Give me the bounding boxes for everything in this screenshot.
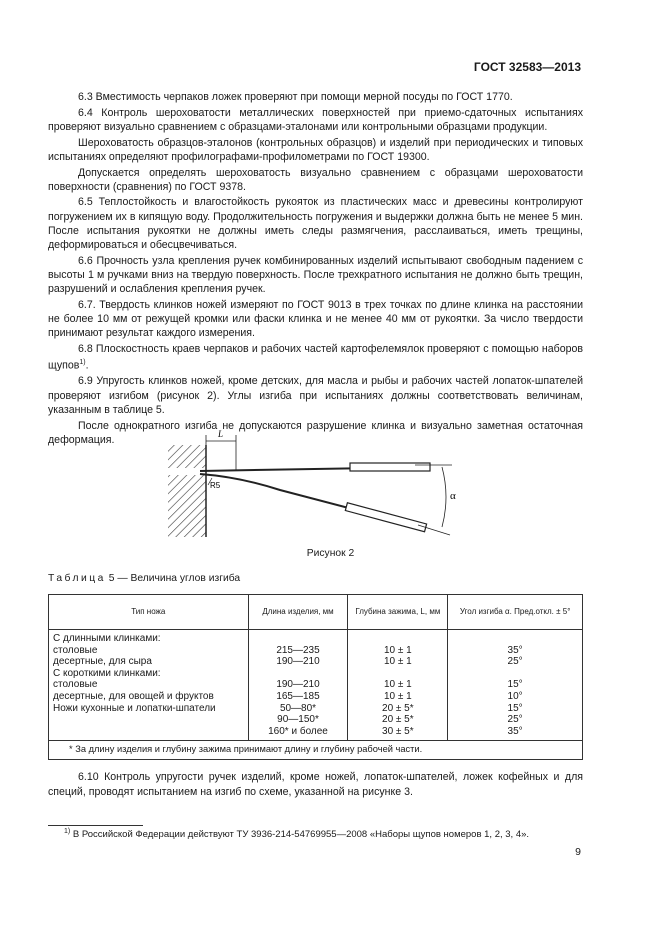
clamp-lower-jaw [168, 475, 206, 537]
paragraph-6-10: 6.10 Контроль упругости ручек изделий, кроме ножей, лопаток-шпателей, ложек кофейных и для специй, проводят испытанием на изгиб по схеме, указанной на рисунке 3. [48, 771, 583, 798]
table-row [49, 630, 583, 741]
paragraph-roughness-samples: Шероховатость образцов-эталонов (контрольных образцов) и изделий при периодических и типовых испытаниях определяют профилографами-профилометрами по ГОСТ 19300. [48, 136, 583, 163]
paragraph-6-8 [48, 342, 583, 373]
paragraph-6-8-tail: . [85, 359, 89, 372]
figure-2-diagram [160, 425, 490, 545]
paragraph-roughness-visual: Допускается определять шероховатость визуально сравнением с образцами шероховатости поверхности (сравнения) по ГОСТ 9378. [48, 166, 583, 193]
cell-clamp-depths: 10 ± 1 10 ± 1 10 ± 1 10 ± 1 20 ± 5* 20 ± 5* 30 ± 5* [348, 630, 448, 741]
footnote [64, 828, 529, 840]
bend-angle-table [48, 594, 583, 760]
paragraph-6-4: 6.4 Контроль шероховатости металлических поверхностей при приемо-сдаточных испытаниях проверяют визуально сравнением с образцами-эталонами или контрольными образцами продукции. [48, 106, 583, 133]
cell-knife-types: С длинными клинками: столовые десертные, для сыра С короткими клинками: столовые десертные, для овощей и фруктов Ножи кухонные и лопатки-шпатели [49, 630, 249, 741]
paragraph-after-bend: После однократного изгиба не допускаются разрушение клинка и визуально заметная остаточная деформация. [48, 419, 583, 446]
body-text [48, 90, 583, 448]
handle-straight [350, 463, 430, 471]
figure-caption: Рисунок 2 [306, 548, 355, 559]
header-clamp-depth: Глубина зажима, L, мм [348, 595, 448, 630]
cell-lengths: 215—235 190—210 190—210 165—185 50—80* 90—150* 160* и более [248, 630, 348, 741]
paragraph-6-5: 6.5 Теплостойкость и влагостойкость рукояток из пластических масс и древесины контролируют погружением их в кипящую воду. Продолжительность погружения и выдержки должна быть не менее 5 мин. После испытания рукоятки не должны иметь следы размягчения, расслаиваться, иметь трещины, деформироваться и обесцвечиваться. [48, 196, 583, 252]
bend-test-drawing [160, 425, 490, 545]
table-title-prefix: Таблица [48, 573, 106, 584]
cell-angles: 35° 25° 15° 10° 15° 25° 35° [448, 630, 583, 741]
document-header: ГОСТ 32583—2013 [473, 60, 581, 74]
table-note: * За длину изделия и глубину зажима принимают длину и глубину рабочей части. [49, 741, 583, 760]
header-length: Длина изделия, мм [248, 595, 348, 630]
table-note-row [49, 741, 583, 760]
clamp-upper-jaw [168, 445, 206, 468]
header-bend-angle: Угол изгиба α. Пред.откл. ± 5° [448, 595, 583, 630]
table-title [48, 573, 240, 584]
table-header-row [49, 595, 583, 630]
label-r5: R5 [210, 481, 221, 490]
table-title-rest: 5 — Величина углов изгиба [105, 573, 241, 584]
paragraph-6-6: 6.6 Прочность узла крепления ручек комбинированных изделий испытывают свободным падением с высоты 1 м ручками вниз на твердую поверхность. После трехкратного испытания не должно быть трещин, разрушений и ослабления крепления ручек. [48, 254, 583, 296]
footnote-reference: 1) [79, 359, 86, 367]
page-number: 9 [575, 846, 581, 858]
footnote-mark: 1) [64, 828, 71, 835]
label-l: L [218, 429, 224, 439]
label-alpha: α [450, 490, 456, 502]
footnote-divider [48, 825, 143, 826]
header-knife-type: Тип ножа [49, 595, 249, 630]
paragraph-6-8-text: 6.8 Плоскостность краев черпаков и рабочих частей картофелемялок проверяют с помощью наборов щупов [48, 342, 583, 372]
handle-bent [345, 503, 426, 532]
footnote-text: В Российской Федерации действуют ТУ 3936-214-54769955—2008 «Наборы щупов номеров 1, 2, 3, 4». [72, 829, 530, 841]
paragraph-6-7: 6.7. Твердость клинков ножей измеряют по ГОСТ 9013 в трех точках по длине клинка на расстоянии не более 10 мм от режущей кромки или фаски клинка и не менее 40 мм от рукоятки. За число твердости принимают результат каждого измерения. [48, 298, 583, 340]
paragraph-6-10-block [48, 770, 583, 799]
paragraph-6-9: 6.9 Упругость клинков ножей, кроме детских, для масла и рыбы и рабочих частей лопаток-шпателей проверяют изгибом (рисунок 2). Углы изгиба при испытаниях должны соответствовать величинам, указанным в таблице 5. [48, 375, 583, 416]
angle-arc [442, 467, 446, 527]
paragraph-6-3: 6.3 Вместимость черпаков ложек проверяют при помощи мерной посуды по ГОСТ 1770. [78, 91, 513, 103]
